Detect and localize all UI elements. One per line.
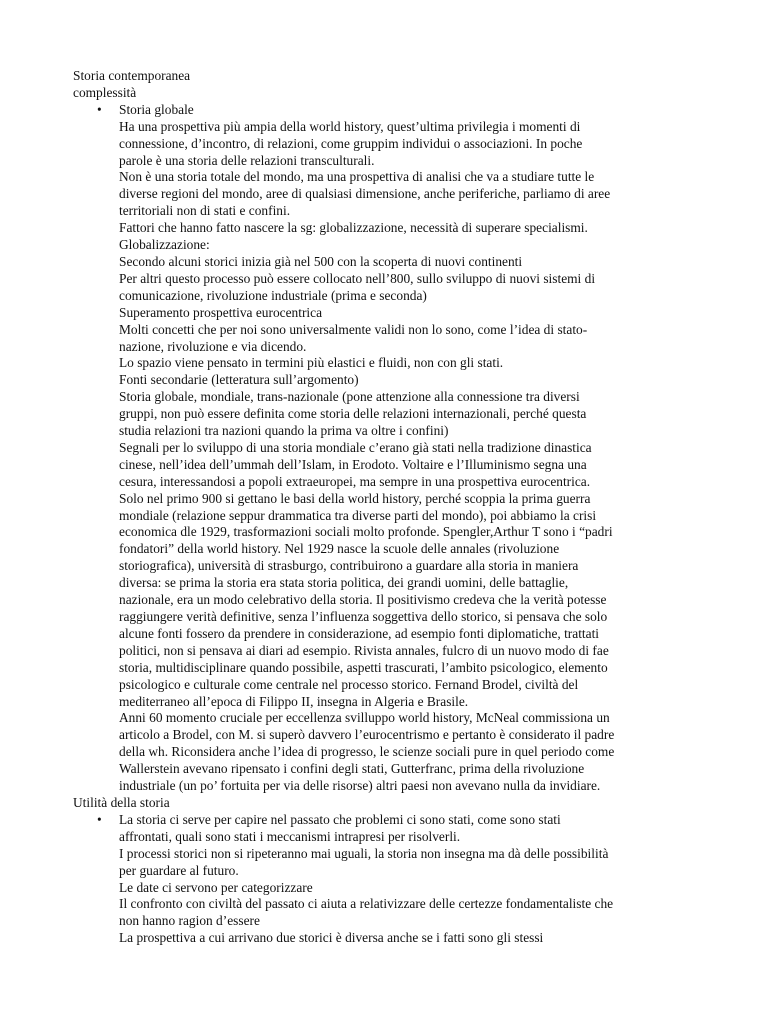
paragraph-line: I processi storici non si ripeteranno mai uguali, la storia non insegna ma dà delle possibilità [119,845,609,861]
bullet-icon: • [97,101,102,117]
paragraph-line: nazionale, era un modo celebrativo della storia. Il positivismo credeva che la verità potesse [119,592,607,608]
paragraph-line: mediterraneo all’epoca di Filippo II, insegna in Algeria e Brasile. [119,693,469,709]
paragraph-line: nazione, rivoluzione e via dicendo. [119,338,307,354]
document-subtitle: complessità [73,84,137,100]
section-heading: Utilità della storia [73,794,170,810]
paragraph-line: diverse regioni del mondo, aree di qualsiasi dimensione, anche periferiche, parliamo di aree [119,186,611,202]
document-page [73,68,703,947]
paragraph-line: Il confronto con civiltà del passato ci aiuta a relativizzare delle certezze fondamentaliste che [119,896,614,912]
paragraph-line: diversa: se prima la storia era stata storia politica, dei grandi uomini, delle battaglie, [119,575,569,591]
paragraph-line: Segnali per lo sviluppo di una storia mondiale c’erano già stati nella tradizione dinastica [119,439,592,455]
paragraph-line: Storia globale [119,101,194,117]
bullet-icon: • [97,811,102,827]
paragraph-line: parole è una storia delle relazioni transculturali. [119,152,375,168]
paragraph-line: cinese, nell’idea dell’ummah dell’Islam, in Erodoto. Voltaire e l’Illuminismo segna una [119,456,587,472]
paragraph-line: Secondo alcuni storici inizia già nel 500 con la scoperta di nuovi continenti [119,253,523,269]
paragraph-line: Wallerstein avevano ripensato i confini degli stati, Gutterfranc, prima della rivoluzione [119,761,585,777]
document-body [73,102,703,947]
paragraph-line: Ha una prospettiva più ampia della world history, quest’ultima privilegia i momenti di [119,118,581,134]
paragraph-line: Per altri questo processo può essere collocato nell’800, sullo sviluppo di nuovi sistemi di [119,270,596,286]
paragraph-line: territoriali non di stati e confini. [119,203,291,219]
bullet-list-item [73,102,703,795]
paragraph-line: Fattori che hanno fatto nascere la sg: globalizzazione, necessità di superare specialismi. [119,220,588,236]
paragraph-line: articolo a Brodel, con M. si superò davvero l’eurocentrismo e pertanto è considerato il padre [119,727,615,743]
paragraph-line: gruppi, non può essere definita come storia delle relazioni internazionali, perché questa [119,406,587,422]
paragraph-line: studia relazioni tra nazioni quando la prima va oltre i confini) [119,423,449,439]
paragraph-line: Anni 60 momento cruciale per eccellenza svilluppo world history, McNeal commissiona un [119,710,610,726]
paragraph-line: comunicazione, rivoluzione industriale (prima e seconda) [119,287,427,303]
paragraph-line: cesura, interessandosi a popoli extraeuropei, ma sempre in una prospettiva eurocentrica. [119,473,591,489]
paragraph-line: Fonti secondarie (letteratura sull’argomento) [119,372,359,388]
paragraph-line: Storia globale, mondiale, trans-nazionale (pone attenzione alla connessione tra diversi [119,389,580,405]
paragraph-line: La storia ci serve per capire nel passato che problemi ci sono stati, come sono stati [119,811,561,827]
paragraph-line: Lo spazio viene pensato in termini più elastici e fluidi, non con gli stati. [119,355,504,371]
paragraph-line: alcune fonti fossero da prendere in considerazione, ad esempio fonti diplomatiche, trattati [119,625,600,641]
paragraph-line: Globalizzazione: [119,237,210,253]
paragraph-line: politici, non si pensava ai diari ad esempio. Rivista annales, fulcro di un nuovo modo di fae [119,642,609,658]
paragraph-line: Le date ci servono per categorizzare [119,879,313,895]
paragraph-line: per guardare al futuro. [119,862,239,878]
paragraph-line: fondatori” della world history. Nel 1929 nasce la scuole delle annales (rivoluzione [119,541,560,557]
paragraph-line: storia, multidisciplinare quando possibile, aspetti trascurati, l’ambito psicologico, elemento [119,659,608,675]
paragraph-line: raggiungere verità definitive, senza l’influenza soggettiva dello storico, si pensava che solo [119,609,608,624]
paragraph-line: affrontati, quali sono stati i meccanismi intrapresi per risolverli. [119,828,461,844]
paragraph-line: La prospettiva a cui arrivano due storici è diversa anche se i fatti sono gli stessi [119,930,544,946]
paragraph-line: non hanno ragion d’essere [119,913,260,929]
paragraph-line: mondiale (relazione seppur drammatica tra diverse parti del mondo), poi abbiamo la crisi [119,507,597,523]
paragraph-line: psicologico e culturale come centrale nel processo storico. Fernand Brodel, civiltà del [119,676,579,692]
paragraph-line: Non è una storia totale del mondo, ma una prospettiva di analisi che va a studiare tutte le [119,169,595,185]
paragraph-line: Solo nel primo 900 si gettano le basi della world history, perché scoppia la prima guerra [119,490,591,506]
paragraph-line: economica dle 1929, trasformazioni sociali molto profonde. Spengler,Arthur T sono i “padri [119,524,613,540]
bullet-list-item [73,812,703,947]
paragraph-line: connessione, d’incontro, di relazioni, come gruppim individui o associazioni. In poche [119,135,583,151]
paragraph-line: della wh. Riconsidera anche l’idea di progresso, le scienze sociali pure in quel periodo come [119,744,615,760]
paragraph-line: storiografica), università di strasburgo, contribuirono a guardare alla storia in maniera [119,558,579,574]
paragraph-line: Molti concetti che per noi sono universalmente validi non lo sono, come l’idea di stato- [119,321,588,337]
paragraph-line: industriale (un po’ fortuita per via delle risorse) altri paesi non avevano nulla da invidiare. [119,778,601,794]
paragraph-line: Superamento prospettiva eurocentrica [119,304,323,320]
document-title: Storia contemporanea [73,68,191,83]
